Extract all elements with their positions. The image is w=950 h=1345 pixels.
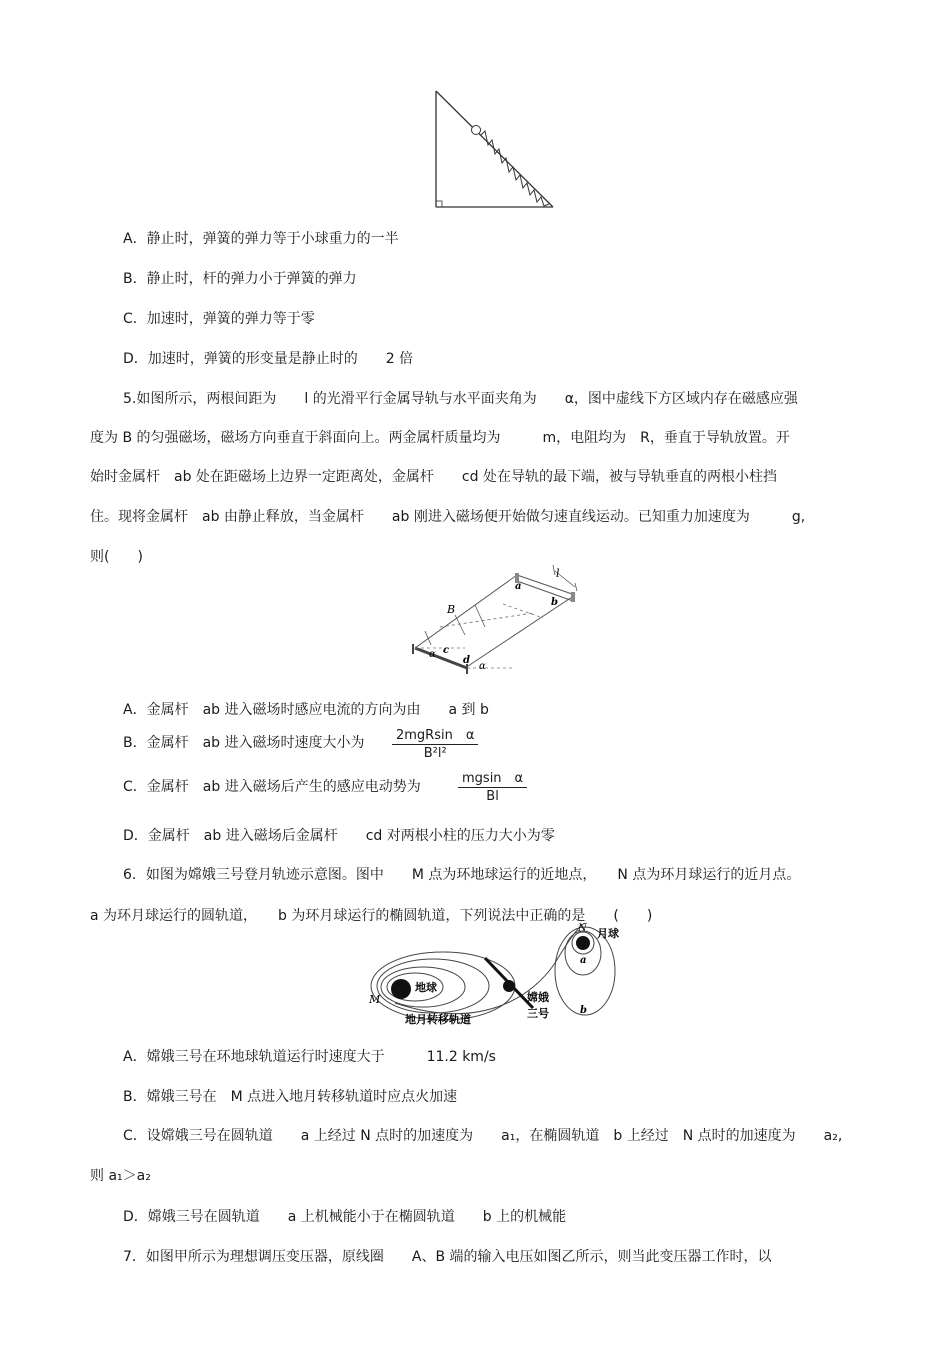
q4-option-d: D．加速时，弹簧的形变量是静止时的 2 倍 [123,351,414,367]
q6-stem-line-1: 6．如图为嫦娥三号登月轨迹示意图。图中 M 点为环地球运行的近地点， N 点为环月球运行的近月点。 [123,867,801,883]
q5-option-c-numerator: mgsin α [458,767,527,788]
q4-option-c: C．加速时，弹簧的弹力等于零 [123,311,315,327]
q6-option-c-line-2: 则 a₁＞a₂ [90,1168,151,1184]
q5-option-b-numerator: 2mgRsin α [392,724,478,745]
q5-option-a: A．金属杆 ab 进入磁场时感应电流的方向为由 a 到 b [123,702,489,718]
q5-stem-line-3: 始时金属杆 ab 处在距磁场上边界一定距离处，金属杆 cd 处在导轨的最下端，被与导轨垂直的两根小柱挡 [90,469,777,485]
rails-label-B: B [447,603,456,616]
q5-option-d: D．金属杆 ab 进入磁场后金属杆 cd 对两根小柱的压力大小为零 [123,828,555,844]
orbit-label-N: N [578,923,587,934]
rails-label-c: c [443,645,450,656]
orbit-label-moon: 月球 [597,927,619,940]
change3-orbit-figure [365,923,635,1028]
q6-option-a: A．嫦娥三号在环地球轨道运行时速度大于 11.2 km/s [123,1049,496,1065]
rails-label-alpha2: α [479,661,486,672]
rails-label-a: a [515,581,522,592]
rails-label-l: l [556,567,560,580]
orbit-label-M: M [369,993,381,1006]
orbit-label-b: b [580,1005,587,1016]
orbit-label-earth: 地球 [415,981,437,994]
rails-magnetic-field-figure [405,565,585,680]
q5-option-c-denominator: Bl [486,789,499,804]
q6-option-b: B．嫦娥三号在 M 点进入地月转移轨道时应点火加速 [123,1089,458,1105]
q5-stem-line-1: 5.如图所示，两根间距为 l 的光滑平行金属导轨与水平面夹角为 α，图中虚线下方区域内存在磁感应强 [123,391,798,407]
q5-option-c: C．金属杆 ab 进入磁场后产生的感应电动势为 [123,779,421,795]
q5-option-b-denominator: B²l² [423,746,447,761]
q6-option-d: D．嫦娥三号在圆轨道 a 上机械能小于在椭圆轨道 b 上的机械能 [123,1209,567,1225]
orbit-label-probe-1: 嫦娥 [527,991,549,1004]
q6-stem-line-2: a 为环月球运行的圆轨道， b 为环月球运行的椭圆轨道，下列说法中正确的是 ( ) [90,908,653,924]
q5-stem-line-2: 度为 B 的匀强磁场，磁场方向垂直于斜面向上。两金属杆质量均为 m，电阻均为 R，垂直于导轨放置。开 [90,430,790,446]
orbit-label-transfer: 地月转移轨道 [405,1013,471,1026]
q5-stem-line-5: 则( ) [90,549,143,565]
incline-spring-figure [425,85,560,213]
q5-option-b-fraction [392,724,478,761]
orbit-label-a: a [580,955,587,966]
q4-option-b: B．静止时，杆的弹力小于弹簧的弹力 [123,271,357,287]
q5-option-c-fraction [458,767,527,804]
q6-option-c-line-1: C．设嫦娥三号在圆轨道 a 上经过 N 点时的加速度为 a₁，在椭圆轨道 b 上经过 N 点时的加速度为 a₂, [123,1128,843,1144]
q5-option-b: B．金属杆 ab 进入磁场时速度大小为 [123,735,365,751]
rails-label-alpha1: α [429,649,436,660]
rails-label-d: d [463,655,470,666]
q5-stem-line-4: 住。现将金属杆 ab 由静止释放，当金属杆 ab 刚进入磁场便开始做匀速直线运动。已知重力加速度为 g, [90,509,806,525]
q7-stem: 7．如图甲所示为理想调压变压器，原线圈 A、B 端的输入电压如图乙所示，则当此变压器工作时，以 [123,1249,772,1265]
orbit-label-probe-2: 三号 [527,1007,549,1020]
rails-label-b: b [551,597,558,608]
q4-option-a: A．静止时，弹簧的弹力等于小球重力的一半 [123,231,399,247]
